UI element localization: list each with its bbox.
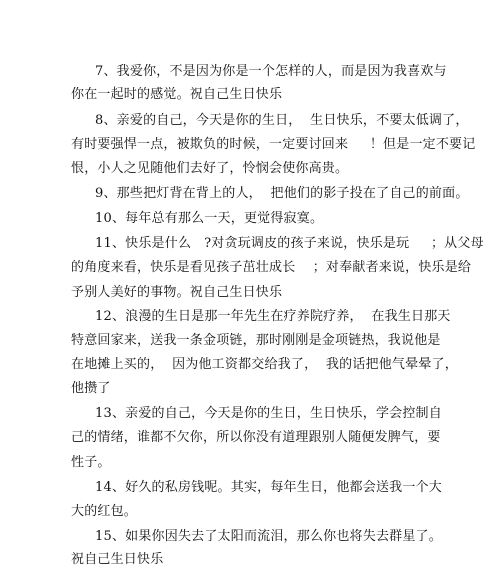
text-line: 9、那些把灯背在背上的人， 把他们的影子投在了自己的前面。 — [95, 186, 469, 201]
text-line: 13、亲爱的自己，今天是你的生日，生日快乐，学会控制自 — [95, 406, 442, 421]
text-line: 12、浪漫的生日是那一年先生在疗养院疗养， 在我生日那天 — [95, 309, 451, 324]
text-line: 10、每年总有那么一天，更觉得寂寞。 — [95, 211, 324, 226]
text-line: 他攒了 — [71, 381, 111, 396]
text-line: 15、如果你因失去了太阳而流泪，那么你也将失去群星了。 — [95, 529, 442, 544]
text-line: 有时要强悍一点，被欺负的时候，一定要讨回来 ！但是一定不要记 — [71, 137, 476, 152]
text-line: 8、亲爱的自己，今天是你的生日， 生日快乐，不要太低调了， — [95, 113, 469, 128]
text-line: 己的情绪，谁都不欠你，所以你没有道理跟别人随便发脾气，要 — [71, 430, 441, 445]
text-line: 7、我爱你，不是因为你是一个怎样的人，而是因为我喜欢与 — [95, 64, 447, 79]
text-line: 祝自己生日快乐 — [71, 552, 164, 567]
text-line: 特意回家来，送我一条金项链，那时刚刚是金项链热，我说他是 — [71, 333, 441, 348]
text-line: 你在一起时的感觉。祝自己生日快乐 — [71, 87, 283, 102]
text-line: 的角度来看，快乐是看见孩子茁壮成长 ；对奉献者来说，快乐是给 — [71, 260, 472, 275]
text-line: 予别人美好的事物。祝自己生日快乐 — [71, 285, 283, 300]
text-line: 在地摊上买的， 因为他工资都交给我了， 我的话把他气晕晕了， — [71, 357, 458, 372]
text-line: 恨，小人之见随他们去好了，怜悯会使你高贵。 — [71, 161, 349, 176]
text-line: 性子。 — [71, 455, 111, 470]
text-line: 11、快乐是什么 ?对贪玩调皮的孩子来说，快乐是玩 ；从父母 — [95, 236, 484, 251]
text-line: 14、好久的私房钱呢。其实，每年生日，他都会送我一个大 — [95, 480, 442, 495]
text-line: 大的红包。 — [71, 504, 138, 519]
